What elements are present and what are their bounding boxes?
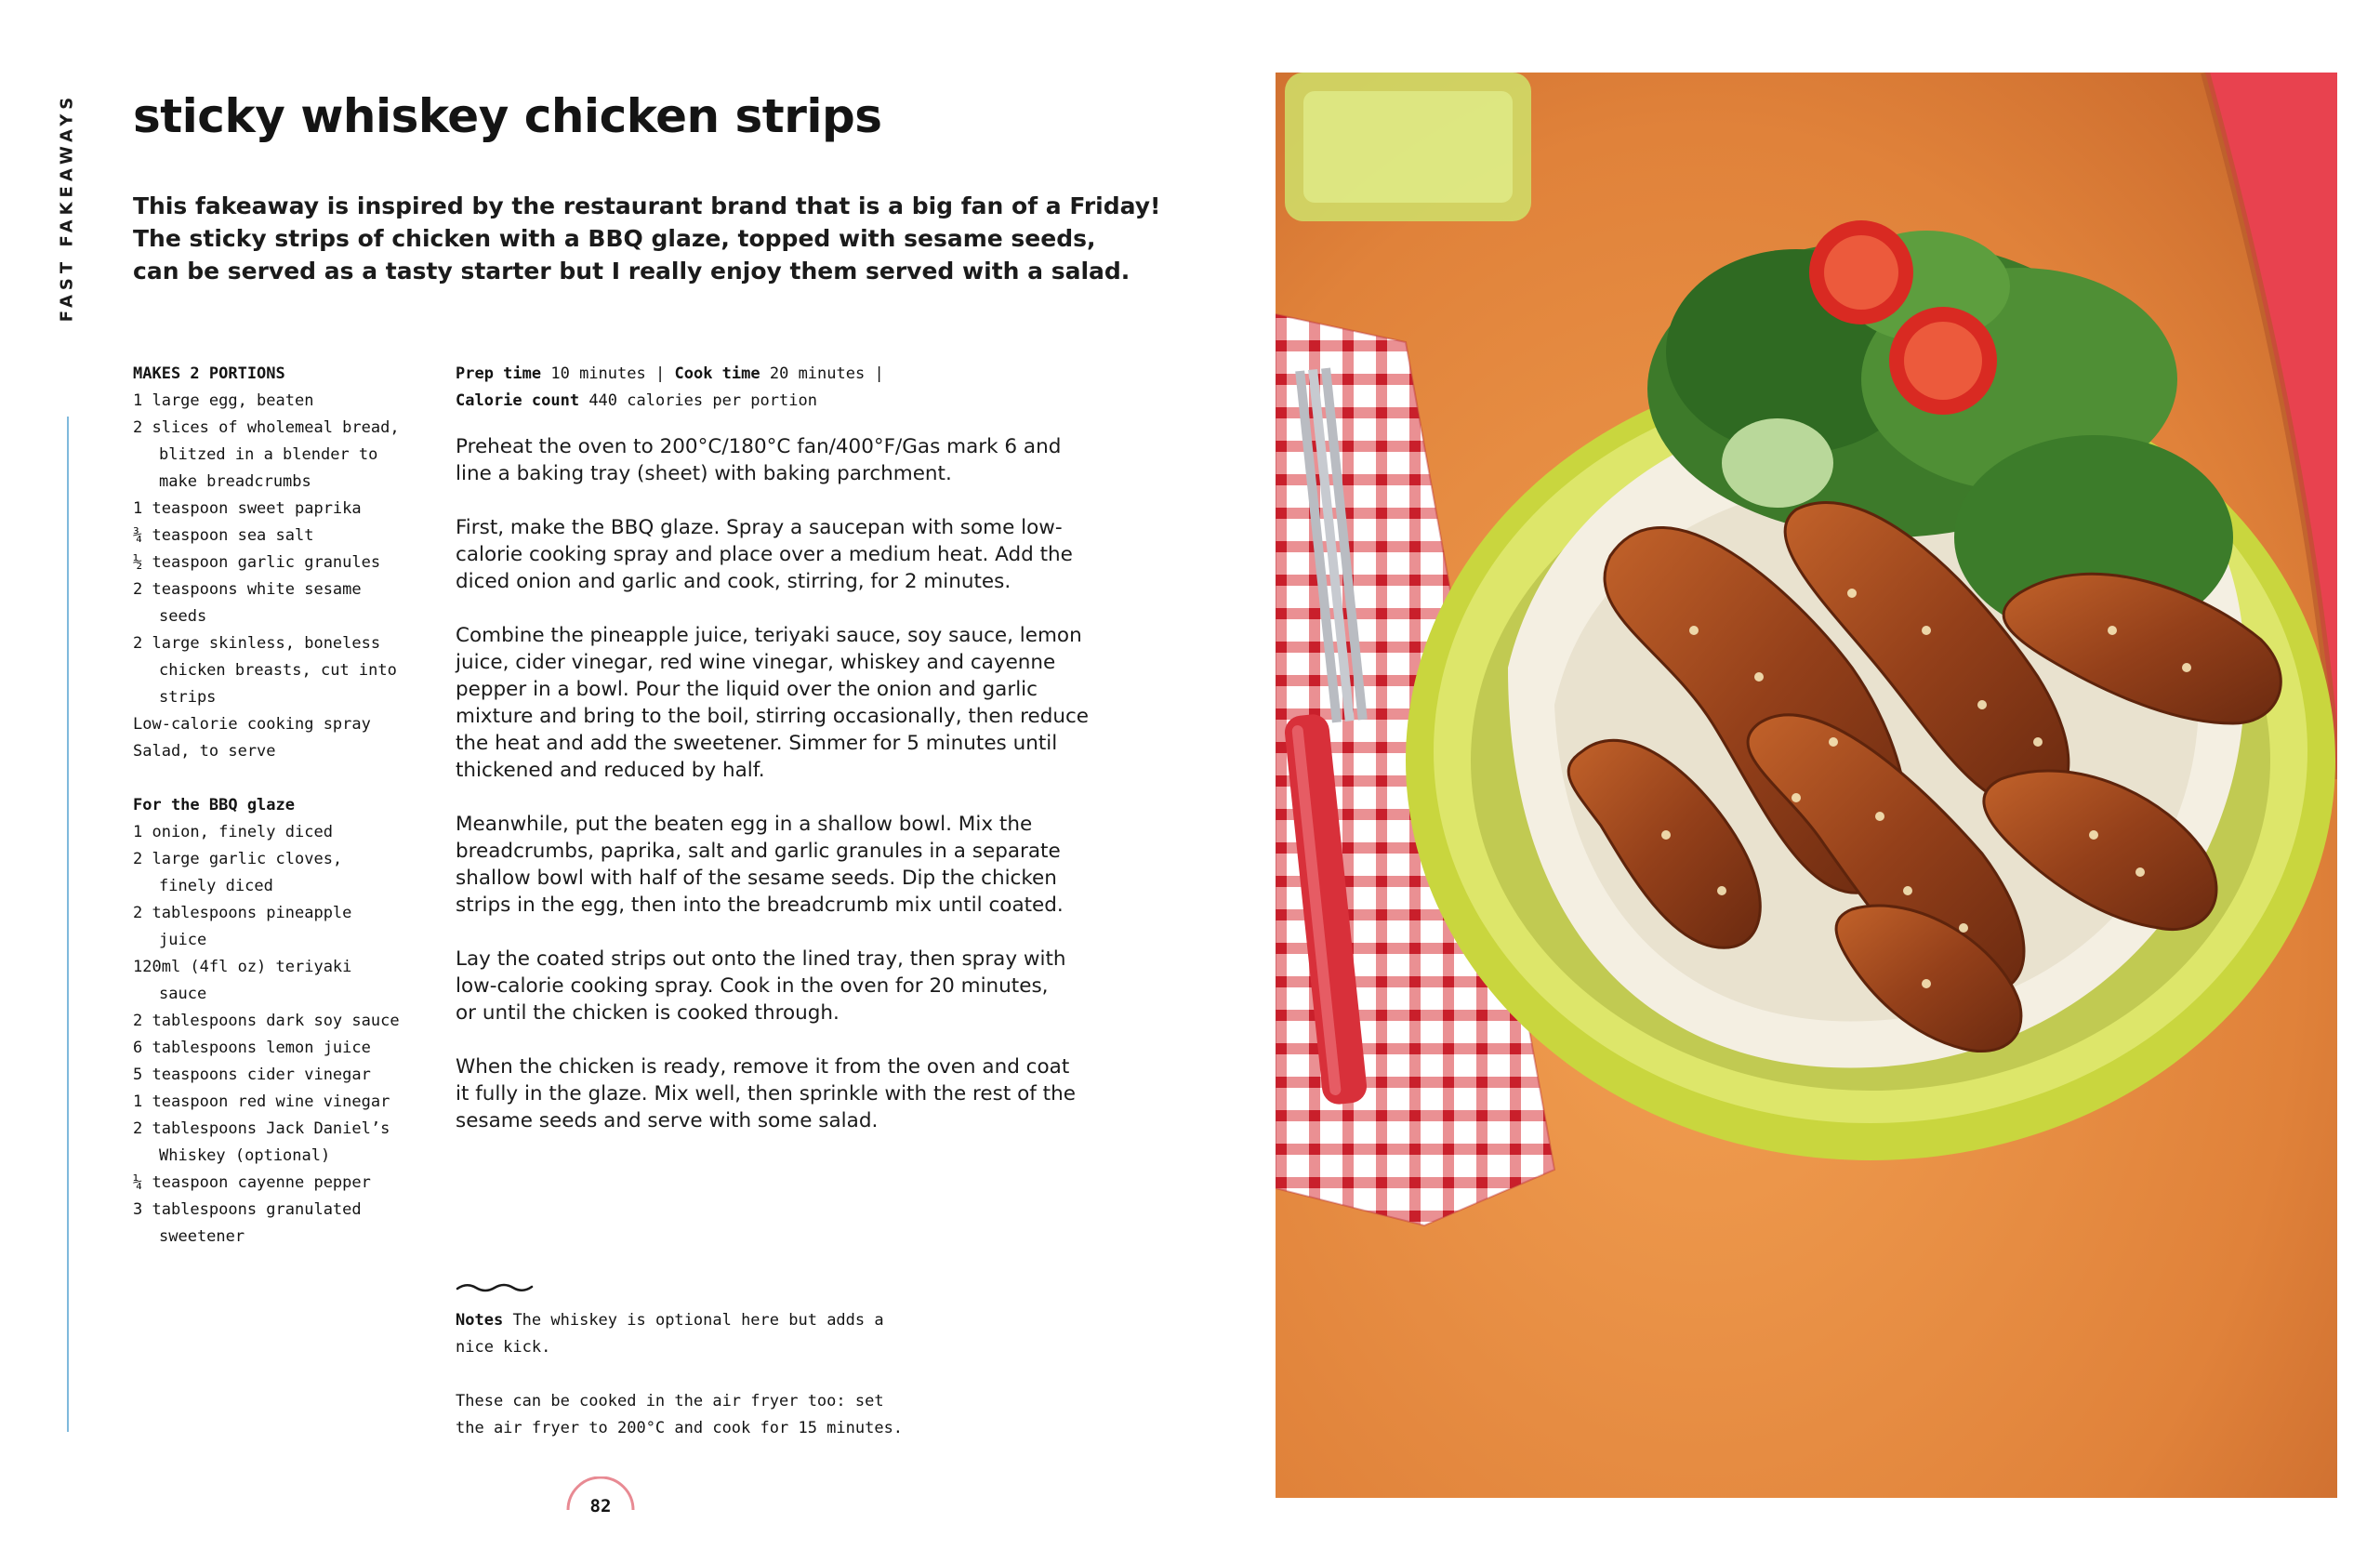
calorie-label: Calorie count [456, 391, 580, 410]
method-line: diced onion and garlic and cook, stirring, for 2 minutes. [456, 570, 1012, 593]
page-number-badge [565, 1476, 636, 1516]
ingredient-line: 2 tablespoons pineapple [133, 904, 352, 922]
recipe-intro [133, 190, 1161, 287]
prep-time-label: Prep time [456, 364, 542, 383]
method-line: juice, cider vinegar, red wine vinegar, whiskey and cayenne [456, 651, 1056, 674]
ingredient-line: ¾ teaspoon sea salt [133, 526, 314, 545]
ingredient-line: make breadcrumbs [159, 472, 311, 491]
ingredient-line: 6 tablespoons lemon juice [133, 1039, 371, 1057]
method-line: it fully in the glaze. Mix well, then sprinkle with the rest of the [456, 1082, 1076, 1105]
method-steps [456, 433, 1088, 1161]
ingredient-line: 2 tablespoons dark soy sauce [133, 1012, 400, 1030]
ingredient-line: blitzed in a blender to [159, 445, 378, 464]
ingredient-line: Whiskey (optional) [159, 1146, 331, 1165]
side-rule-divider [67, 417, 69, 1432]
ingredient-line: strips [159, 688, 217, 707]
notes-text: These can be cooked in the air fryer too: set [456, 1392, 884, 1410]
method-line: pepper in a bowl. Pour the liquid over the onion and garlic [456, 678, 1038, 701]
method-step [456, 946, 1088, 1026]
ingredient-line: 2 large garlic cloves, [133, 850, 343, 868]
intro-line: The sticky strips of chicken with a BBQ glaze, topped with sesame seeds, [133, 225, 1096, 252]
method-line: strips in the egg, then into the breadcrumb mix until coated. [456, 894, 1064, 917]
method-line: sesame seeds and serve with some salad. [456, 1109, 879, 1132]
ingredient-line: 2 slices of wholemeal bread, [133, 418, 400, 437]
method-line: low-calorie cooking spray. Cook in the oven for 20 minutes, [456, 974, 1049, 998]
ingredient-line: 2 teaspoons white sesame [133, 580, 362, 599]
ingredient-line: chicken breasts, cut into [159, 661, 397, 680]
section-label [57, 92, 77, 323]
notes-label: Notes [456, 1311, 504, 1330]
method-step [456, 811, 1088, 919]
method-line: Meanwhile, put the beaten egg in a shallow bowl. Mix the [456, 813, 1033, 836]
ingredient-line: 1 teaspoon red wine vinegar [133, 1092, 390, 1111]
ingredient-line: 120ml (4fl oz) teriyaki [133, 958, 352, 976]
ingredient-line: 2 large skinless, boneless [133, 634, 381, 653]
ingredient-line: 2 tablespoons Jack Daniel’s [133, 1119, 390, 1138]
meta-separator: | [654, 364, 666, 383]
method-step [456, 433, 1088, 487]
cook-time-label: Cook time [674, 364, 760, 383]
cook-time-value: 20 minutes [769, 364, 866, 383]
method-step [456, 514, 1088, 595]
method-line: the heat and add the sweetener. Simmer for 5 minutes until [456, 732, 1058, 755]
recipe-notes [456, 1307, 1069, 1442]
ingredient-line: 1 large egg, beaten [133, 391, 314, 410]
meta-separator: | [874, 364, 884, 383]
ingredient-line: ¼ teaspoon cayenne pepper [133, 1173, 371, 1192]
notes-gap [456, 1361, 1069, 1388]
method-line: Combine the pineapple juice, teriyaki sauce, soy sauce, lemon [456, 624, 1082, 647]
ingredient-line: Low-calorie cooking spray [133, 715, 371, 734]
ingredients-heading: For the BBQ glaze [133, 796, 295, 814]
ingredient-line: juice [159, 931, 207, 949]
method-line: First, make the BBQ glaze. Spray a saucepan with some low- [456, 516, 1063, 539]
method-step [456, 622, 1088, 784]
ingredient-line: 5 teaspoons cider vinegar [133, 1066, 371, 1084]
method-line: breadcrumbs, paprika, salt and garlic granules in a separate [456, 840, 1061, 863]
method-line: Lay the coated strips out onto the lined tray, then spray with [456, 947, 1066, 971]
ingredients-list [133, 361, 440, 1251]
recipe-meta [456, 361, 1069, 415]
chicken-strips-photo-illustration [1276, 73, 2337, 1498]
method-line: When the chicken is ready, remove it from the oven and coat [456, 1055, 1070, 1079]
ingredients-heading: MAKES 2 PORTIONS [133, 364, 285, 383]
ingredient-line: 1 onion, finely diced [133, 823, 333, 841]
method-line: Preheat the oven to 200°C/180°C fan/400°F/Gas mark 6 and [456, 435, 1062, 458]
method-line: mixture and bring to the boil, stirring occasionally, then reduce [456, 705, 1090, 728]
intro-line: can be served as a tasty starter but I really enjoy them served with a salad. [133, 258, 1130, 285]
ingredient-line: ½ teaspoon garlic granules [133, 553, 381, 572]
notes-text: the air fryer to 200°C and cook for 15 minutes. [456, 1419, 904, 1437]
notes-text: nice kick. [456, 1338, 551, 1357]
ingredient-line: finely diced [159, 877, 273, 895]
notes-text: The whiskey is optional here but adds a [512, 1311, 884, 1330]
calorie-value: 440 calories per portion [588, 391, 817, 410]
ingredient-line: 3 tablespoons granulated [133, 1200, 362, 1219]
method-step [456, 1053, 1088, 1134]
recipe-title: sticky whiskey chicken strips [133, 89, 882, 143]
method-line: calorie cooking spray and place over a medium heat. Add the [456, 543, 1073, 566]
ingredient-line: sweetener [159, 1227, 245, 1246]
ingredients-gap [133, 765, 440, 792]
section-label-text: FAST FAKEAWAYS [57, 92, 77, 323]
squiggle-divider [456, 1281, 534, 1294]
ingredient-line: Salad, to serve [133, 742, 276, 761]
prep-time-value: 10 minutes [550, 364, 646, 383]
ingredient-line: sauce [159, 985, 207, 1003]
ingredient-line: seeds [159, 607, 207, 626]
ingredient-line: 1 teaspoon sweet paprika [133, 499, 362, 518]
method-line: shallow bowl with half of the sesame seeds. Dip the chicken [456, 867, 1057, 890]
method-line: or until the chicken is cooked through. [456, 1001, 840, 1025]
page-number: 82 [589, 1496, 612, 1516]
method-line: thickened and reduced by half. [456, 759, 765, 782]
method-line: line a baking tray (sheet) with baking parchment. [456, 462, 952, 485]
intro-line: This fakeaway is inspired by the restaurant brand that is a big fan of a Friday! [133, 192, 1161, 219]
recipe-photo [1276, 73, 2337, 1498]
